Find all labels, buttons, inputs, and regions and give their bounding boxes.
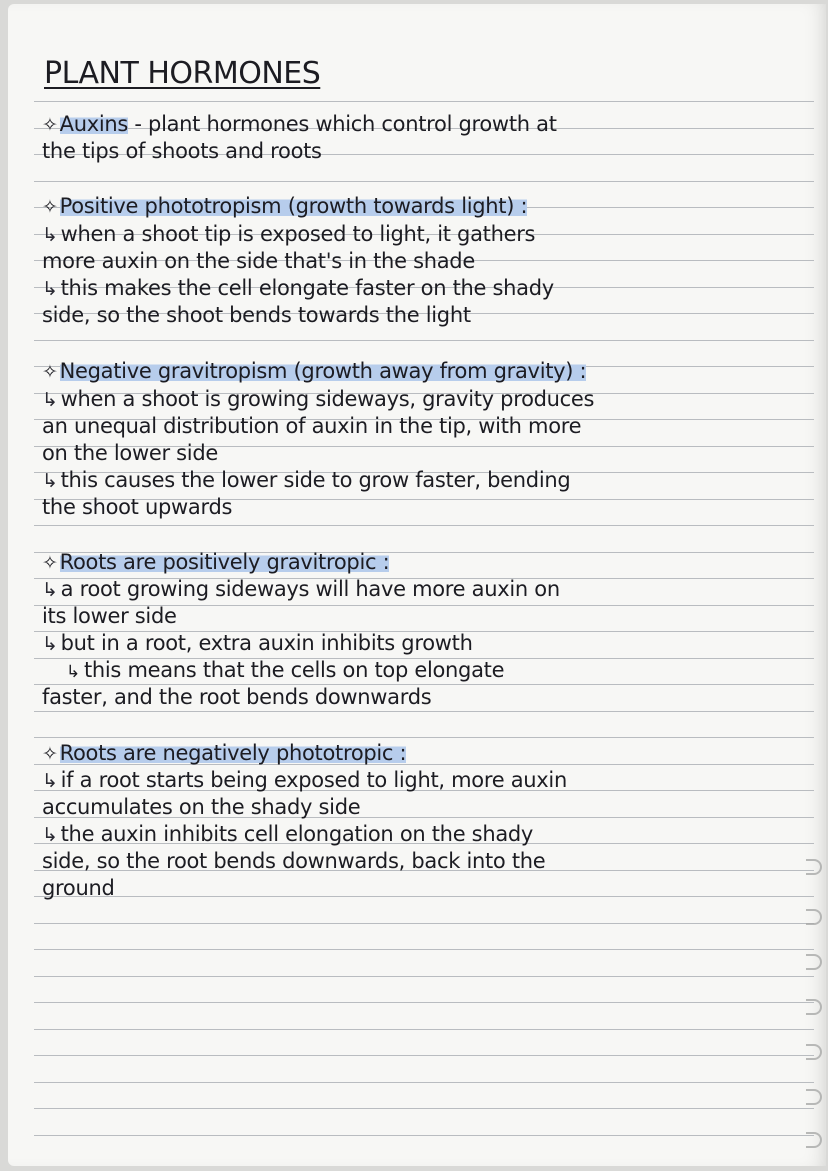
note-line xyxy=(42,249,475,273)
note-line xyxy=(42,495,232,519)
note-line xyxy=(42,139,322,163)
note-line xyxy=(42,222,535,247)
note-text: Negative gravitropism (growth away from gravity) : xyxy=(59,359,587,383)
note-line xyxy=(42,768,567,793)
arrow-bullet-icon: ↳ xyxy=(42,389,58,411)
arrow-bullet-icon: ↳ xyxy=(42,579,58,601)
note-line xyxy=(42,631,473,656)
note-text: faster, and the root bends downwards xyxy=(42,685,432,709)
note-line xyxy=(42,194,527,219)
note-text: this makes the cell elongate faster on the shady xyxy=(60,276,554,300)
note-text: Auxins - plant hormones which control growth at xyxy=(59,112,557,136)
arrow-bullet-icon: ↳ xyxy=(66,662,80,682)
star-bullet-icon: ✧ xyxy=(42,743,58,765)
note-text: Roots are negatively phototropic : xyxy=(59,741,407,765)
note-text: the shoot upwards xyxy=(42,495,233,519)
note-line xyxy=(42,276,554,301)
note-text: an unequal distribution of auxin in the tip, with more xyxy=(42,414,582,438)
ruled-line xyxy=(34,101,814,102)
binding-ring-icon xyxy=(806,1089,822,1105)
note-line xyxy=(42,876,115,900)
arrow-bullet-icon: ↳ xyxy=(42,824,58,846)
note-line xyxy=(66,658,504,684)
note-line xyxy=(42,685,431,709)
note-line xyxy=(42,112,557,137)
note-text: when a shoot tip is exposed to light, it gathers xyxy=(60,222,536,246)
note-text: Positive phototropism (growth towards light) : xyxy=(59,194,528,218)
binding-ring-icon xyxy=(806,909,822,925)
note-line xyxy=(42,795,360,819)
ruled-line xyxy=(34,711,814,712)
note-text: its lower side xyxy=(42,604,177,628)
star-bullet-icon: ✧ xyxy=(42,552,58,574)
note-text: this causes the lower side to grow faster, bending xyxy=(60,468,571,492)
note-line xyxy=(42,604,177,628)
star-bullet-icon: ✧ xyxy=(42,196,58,218)
star-bullet-icon: ✧ xyxy=(42,114,58,136)
page-title: PLANT HORMONES xyxy=(44,56,321,91)
note-line xyxy=(42,577,560,602)
ruled-line xyxy=(34,1135,814,1136)
ruled-line xyxy=(34,1055,814,1056)
ruled-line xyxy=(34,525,814,526)
star-bullet-icon: ✧ xyxy=(42,361,58,383)
note-line xyxy=(42,414,581,438)
ruled-line xyxy=(34,896,814,897)
arrow-bullet-icon: ↳ xyxy=(42,470,58,492)
note-text: the auxin inhibits cell elongation on the shady xyxy=(60,822,534,846)
note-line xyxy=(42,303,471,327)
binding-ring-icon xyxy=(806,954,822,970)
note-line xyxy=(42,550,389,575)
note-line xyxy=(42,822,533,847)
note-text: this means that the cells on top elongate xyxy=(83,658,505,682)
note-text: Roots are positively gravitropic : xyxy=(59,550,390,574)
note-line xyxy=(42,849,545,873)
note-text: more auxin on the side that's in the shade xyxy=(42,249,475,273)
binding-ring-icon xyxy=(806,1132,822,1148)
ruled-line xyxy=(34,1082,814,1083)
note-text: when a shoot is growing sideways, gravity produces xyxy=(60,387,595,411)
note-text: accumulates on the shady side xyxy=(42,795,361,819)
binding-ring-icon xyxy=(806,1044,822,1060)
note-text: but in a root, extra auxin inhibits growth xyxy=(60,631,473,655)
ruled-line xyxy=(34,1108,814,1109)
note-line xyxy=(42,741,406,766)
notebook-page xyxy=(8,4,826,1166)
ruled-line xyxy=(34,923,814,924)
note-line xyxy=(42,387,594,412)
arrow-bullet-icon: ↳ xyxy=(42,770,58,792)
ruled-line xyxy=(34,340,814,341)
binding-ring-icon xyxy=(806,859,822,875)
note-text: the tips of shoots and roots xyxy=(42,139,322,163)
ruled-line xyxy=(34,1002,814,1003)
arrow-bullet-icon: ↳ xyxy=(42,278,58,300)
ruled-line xyxy=(34,976,814,977)
note-text: a root growing sideways will have more auxin on xyxy=(60,577,560,601)
ruled-line xyxy=(34,1029,814,1030)
note-line xyxy=(42,359,586,384)
note-line xyxy=(42,441,218,465)
ruled-line xyxy=(34,949,814,950)
arrow-bullet-icon: ↳ xyxy=(42,224,58,246)
arrow-bullet-icon: ↳ xyxy=(42,633,58,655)
ruled-line xyxy=(34,181,814,182)
binding-ring-icon xyxy=(806,999,822,1015)
note-text: side, so the shoot bends towards the light xyxy=(42,303,471,327)
note-text: side, so the root bends downwards, back into the xyxy=(42,849,546,873)
note-text: ground xyxy=(42,876,115,900)
note-text: if a root starts being exposed to light, more auxin xyxy=(60,768,567,792)
ruled-line xyxy=(34,737,814,738)
note-line xyxy=(42,468,570,493)
note-text: on the lower side xyxy=(42,441,218,465)
